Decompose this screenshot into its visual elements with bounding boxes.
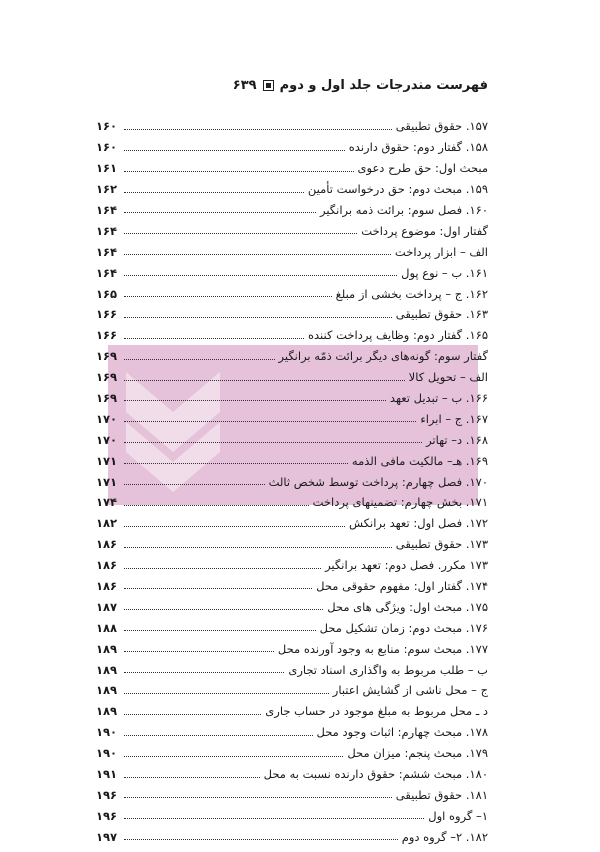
dot-leader <box>124 192 304 193</box>
dot-leader <box>124 693 329 694</box>
toc-entry-page: ۱۸۹ <box>96 683 118 698</box>
toc-entry <box>96 133 488 154</box>
dot-leader <box>124 380 405 381</box>
toc-entry-page: ۱۶۴ <box>96 223 118 238</box>
toc-entry <box>96 572 488 593</box>
toc-entry <box>96 592 488 613</box>
toc-entry-title: گفتار اول: موضوع پرداخت <box>361 223 488 238</box>
dot-leader <box>124 756 343 757</box>
toc-entry-title: ۱۶۸. د– تهاتر <box>426 432 488 447</box>
toc-entry-page: ۱۸۹ <box>96 704 118 719</box>
toc-entry-page: ۱۸۹ <box>96 662 118 677</box>
dot-leader <box>124 672 284 673</box>
toc-entry-page: ۱۶۰ <box>96 119 118 134</box>
dot-leader <box>124 254 391 255</box>
toc-entry-title: ۱۸۱. حقوق تطبیقی <box>395 787 488 802</box>
toc-entry <box>96 196 488 217</box>
toc-entry <box>96 404 488 425</box>
toc-entry-page: ۱۶۶ <box>96 307 118 322</box>
toc-entry <box>96 154 488 175</box>
toc-entry-title: ۱۶۲. ج – پرداخت بخشی از مبلغ <box>335 286 488 301</box>
toc-entry-page: ۱۶۰ <box>96 140 118 155</box>
dot-leader <box>124 735 313 736</box>
toc-entry <box>96 781 488 802</box>
toc-entry <box>96 342 488 363</box>
dot-leader <box>124 150 345 151</box>
toc-entry <box>96 697 488 718</box>
toc-entry-page: ۱۷۰ <box>96 411 118 426</box>
toc-entry-title: ب – طلب مربوط به واگذاری اسناد تجاری <box>288 662 488 677</box>
dot-leader <box>124 400 386 401</box>
toc-entry-page: ۱۶۴ <box>96 265 118 280</box>
dot-leader <box>124 359 275 360</box>
toc-entry-title: ۱۷۹. مبحث پنجم: میزان محل <box>347 746 488 761</box>
toc-entry-page: ۱۸۷ <box>96 599 118 614</box>
toc-entry <box>96 822 488 843</box>
toc-entry <box>96 300 488 321</box>
toc-entry-page: ۱۶۹ <box>96 349 118 364</box>
dot-leader <box>124 338 304 339</box>
dot-leader <box>124 484 265 485</box>
toc-entry-title: ۱۷۸. مبحث چهارم: اثبات وجود محل <box>316 725 488 740</box>
toc-entry-page: ۱۷۰ <box>96 432 118 447</box>
toc-entry-title: الف – ابزار پرداخت <box>394 244 488 259</box>
dot-leader <box>124 212 316 213</box>
toc-entry-page: ۱۷۴ <box>96 495 118 510</box>
toc-entry <box>96 488 488 509</box>
toc-entry-title: ۱۶۹. هـ– مالکیت مافی الذمه <box>351 453 488 468</box>
toc-entry-page: ۱۶۴ <box>96 244 118 259</box>
toc-entry-page: ۱۹۷ <box>96 829 118 844</box>
dot-leader <box>124 651 274 652</box>
toc-entry-title: ۱۷۲. فصل اول: تعهد برانکش <box>348 516 488 531</box>
toc-entry <box>96 175 488 196</box>
toc-entry-page: ۱۸۶ <box>96 578 118 593</box>
toc-entry-title: مبحث اول: حق طرح دعوی <box>357 161 488 176</box>
toc-entry <box>96 634 488 655</box>
dot-leader <box>124 463 348 464</box>
toc-entry <box>96 530 488 551</box>
toc-entry-title: ۱۵۸. گفتار دوم: حقوق دارنده <box>348 140 488 155</box>
toc-entry-title: ۱۶۰. فصل سوم: برائت ذمه برانگیر <box>319 202 488 217</box>
toc-entry <box>96 216 488 237</box>
toc-entry <box>96 425 488 446</box>
toc-entry <box>96 613 488 634</box>
toc-entry-title: ۱۶۷. ج – ابراء <box>420 411 488 426</box>
dot-leader <box>124 317 392 318</box>
toc-entry-page: ۱۶۱ <box>96 161 118 176</box>
square-ornament-icon <box>263 80 274 91</box>
toc-entry-page: ۱۹۶ <box>96 808 118 823</box>
toc-entry <box>96 718 488 739</box>
toc-entry-title: ۱۸۲. ۲– گروه دوم <box>401 829 488 844</box>
dot-leader <box>124 588 312 589</box>
dot-leader <box>124 777 260 778</box>
toc-entry <box>96 551 488 572</box>
toc-entry-page: ۱۸۹ <box>96 641 118 656</box>
toc-entry-title: گفتار سوم: گونه‌های دیگر برائت ذمّه برانگیر <box>278 349 488 364</box>
toc-entry-title: ۱۸۰. مبحث ششم: حقوق دارنده نسبت به محل <box>263 767 488 781</box>
toc-entry-page: ۱۹۶ <box>96 787 118 802</box>
dot-leader <box>124 839 398 840</box>
toc-entry-page: ۱۹۱ <box>96 767 118 781</box>
toc-entry-title: ۱۷۱. بخش چهارم: تضمینهای پرداخت <box>312 495 488 510</box>
dot-leader <box>124 505 309 506</box>
toc-entry <box>96 509 488 530</box>
toc-entry-title: ۱۷۳ مکرر. فصل دوم: تعهد برانگیر <box>325 558 488 573</box>
dot-leader <box>124 233 357 234</box>
dot-leader <box>124 296 332 297</box>
dot-leader <box>124 818 424 819</box>
toc-entry <box>96 112 488 133</box>
toc-entry-page: ۱۶۴ <box>96 202 118 217</box>
toc-entry-title: ۱۵۹. مبحث دوم: حق درخواست تأمین <box>307 182 488 197</box>
toc-entry-title: ۱۷۴. گفتار اول: مفهوم حقوقی محل <box>316 578 488 593</box>
toc-entry <box>96 446 488 467</box>
toc-entry-page: ۱۷۱ <box>96 474 118 489</box>
toc-entry-page: ۱۶۹ <box>96 370 118 385</box>
toc-entry-page: ۱۸۸ <box>96 620 118 635</box>
header-title: فهرست مندرجات جلد اول و دوم <box>279 78 488 93</box>
toc-entry <box>96 321 488 342</box>
toc-entry <box>96 363 488 384</box>
dot-leader <box>124 609 323 610</box>
dot-leader <box>124 630 316 631</box>
table-of-contents <box>96 112 488 843</box>
toc-entry-page: ۱۶۹ <box>96 390 118 405</box>
toc-entry-page: ۱۸۲ <box>96 516 118 531</box>
dot-leader <box>124 526 345 527</box>
toc-entry <box>96 676 488 697</box>
toc-entry-title: ۱۷۵. مبحث اول: ویژگی های محل <box>327 599 488 614</box>
toc-entry-page: ۱۸۶ <box>96 537 118 552</box>
toc-entry <box>96 384 488 405</box>
toc-entry-page: ۱۶۶ <box>96 328 118 343</box>
toc-entry <box>96 467 488 488</box>
toc-entry-title: الف – تحویل کالا <box>408 370 488 385</box>
dot-leader <box>124 421 416 422</box>
toc-entry <box>96 258 488 279</box>
dot-leader <box>124 568 321 569</box>
toc-entry <box>96 739 488 760</box>
toc-entry-page: ۱۹۰ <box>96 725 118 740</box>
toc-entry-title: ۱۶۱. ب – نوع پول <box>401 265 488 280</box>
toc-entry-title: ۱۷۶. مبحث دوم: زمان تشکیل محل <box>319 620 488 635</box>
toc-entry-title: ۱۶۶. ب – تبدیل تعهد <box>389 390 488 405</box>
toc-entry-title: ۱۶۳. حقوق تطبیقی <box>395 307 488 322</box>
toc-entry-title: د ـ محل مربوط به مبلغ موجود در حساب جاری <box>265 704 488 719</box>
toc-entry <box>96 279 488 300</box>
toc-entry <box>96 760 488 781</box>
dot-leader <box>124 442 422 443</box>
toc-entry-title: ۱– گروه اول <box>428 808 488 823</box>
header-page-number: ۶۳۹ <box>232 78 257 93</box>
toc-entry-page: ۱۸۶ <box>96 558 118 573</box>
toc-entry-page: ۱۶۲ <box>96 182 118 197</box>
dot-leader <box>124 129 392 130</box>
dot-leader <box>124 275 397 276</box>
toc-entry <box>96 801 488 822</box>
toc-entry-title: ۱۷۰. فصل چهارم: پرداخت توسط شخص ثالث <box>268 474 488 489</box>
dot-leader <box>124 547 392 548</box>
dot-leader <box>124 171 354 172</box>
toc-entry <box>96 655 488 676</box>
dot-leader <box>124 797 392 798</box>
dot-leader <box>124 714 261 715</box>
page-header <box>96 78 488 93</box>
toc-entry-title: ۱۷۳. حقوق تطبیقی <box>395 537 488 552</box>
toc-entry <box>96 237 488 258</box>
toc-entry-page: ۱۶۵ <box>96 286 118 301</box>
toc-entry-page: ۱۷۱ <box>96 453 118 468</box>
toc-entry-title: ج – محل ناشی از گشایش اعتبار <box>332 683 488 698</box>
toc-entry-title: ۱۷۷. مبحث سوم: منابع به وجود آورنده محل <box>277 641 488 656</box>
toc-entry-title: ۱۵۷. حقوق تطبیقی <box>395 119 488 134</box>
toc-entry-page: ۱۹۰ <box>96 746 118 761</box>
toc-entry-title: ۱۶۵. گفتار دوم: وظایف پرداخت کننده <box>307 328 488 343</box>
